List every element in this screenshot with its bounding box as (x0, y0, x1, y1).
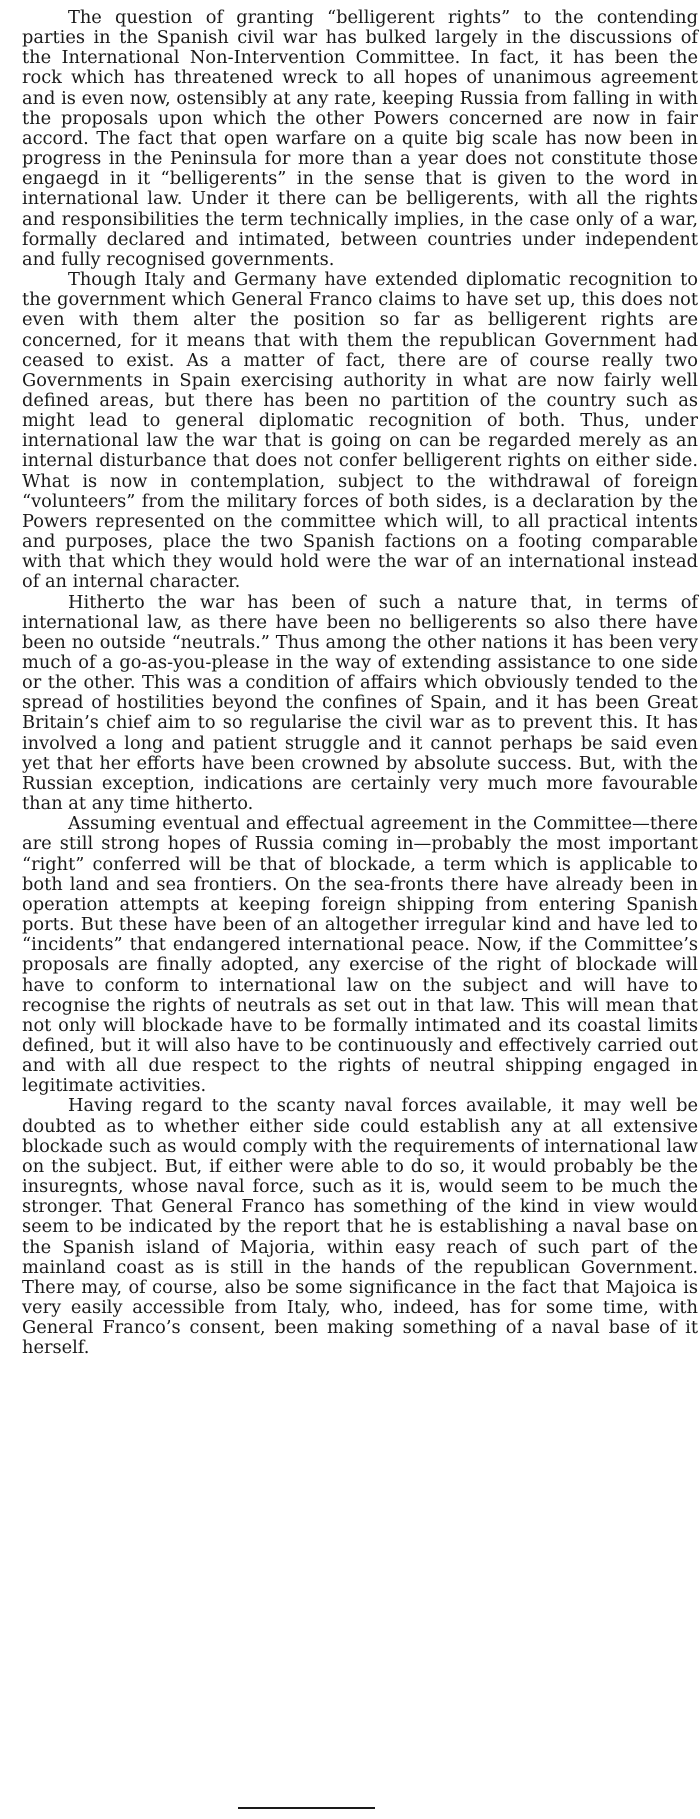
paragraph-neutrals: Hitherto the war has been of such a nature that, in terms of international law, as there have been no belligerents so also there have been no outside “neutrals.” Thus among the other nations it has been very much of a go-as-you-please in the way of extending assistance to one side or the other. This was a condition of affairs which obviously tended to the spread of hostilities beyond the confines of Spain, and it has been Great Britain’s chief aim to so regularise the civil war as to prevent this. It has involved a long and patient struggle and it cannot perhaps be said even yet that her efforts have been crowned by absolute success. But, with the Russian exception, indications are certainly very much more favourable than at any time hitherto. (22, 591, 698, 815)
paragraph-belligerent-rights: The question of granting “belligerent rights” to the contending parties in the Spanish civil war has bulked largely in the discussions of the International Non-Intervention Committee. In fact, it has been the rock which has threatened wreck to all hopes of unanimous agreement and is even now, ostensibly at any rate, keeping Russia from falling in with the proposals upon which the other Powers concerned are now in fair accord. The fact that open warfare on a quite big scale has now been in progress in the Peninsula for more than a year does not constitute those engaegd in it “belligerents” in the sense that is given to the word in international law. Under it there can be belligerents, with all the rights and responsibilities the term technically implies, in the case only of a war, formally declared and intimated, between countries under independent and fully recognised governments. (22, 7, 698, 270)
article-body (22, 8, 698, 1358)
end-of-article-rule (238, 1807, 375, 1809)
paragraph-blockade: Assuming eventual and effectual agreement in the Committee—there are still strong hopes of Russia coming in—probably the most important “right” conferred will be that of blockade, a term which is applicable to both land and sea frontiers. On the sea-fronts there have already been in operation attempts at keeping foreign shipping from entering Spanish ports. But these have been of an altogether irregular kind and have led to “incidents” that endangered international peace. Now, if the Committee’s proposals are finally adopted, any exercise of the right of blockade will have to conform to international law on the subject and will have to recognise the rights of neutrals as set out in that law. This will mean that not only will blockade have to be formally intimated and its coastal limits defined, but it will also have to be continuously and effectively carried out and with all due respect to the rights of neutral shipping engaged in legitimate activities. (22, 813, 698, 1097)
paragraph-naval-forces: Having regard to the scanty naval forces available, it may well be doubted as to whether either side could establish any at all extensive blockade such as would comply with the requirements of international law on the subject. But, if either were able to do so, it would probably be the insuregnts, whose naval force, such as it is, would seem to be much the stronger. That General Franco has something of the kind in view would seem to be indicated by the report that he is establishing a naval base on the Spanish island of Majoria, within easy reach of such part of the mainland coast as is still in the hands of the republican Government. There may, of course, also be some significance in the fact that Majoica is very easily accessible from Italy, who, indeed, has for some time, with General Franco’s consent, been making something of a naval base of it herself. (22, 1095, 698, 1359)
paragraph-diplomatic-recognition: Though Italy and Germany have extended diplomatic recognition to the government which General Franco claims to have set up, this does not even with them alter the position so far as belligerent rights are concerned, for it means that with them the republican Government had ceased to exist. As a matter of fact, there are of course really two Governments in Spain exercising authority in what are now fairly well defined areas, but there has been no partition of the country such as might lead to general diplomatic recognition of both. Thus, under international law the war that is going on can be regarded merely as an internal disturbance that does not confer belligerent rights on either side. What is now in contemplation, subject to the withdrawal of foreign “volunteers” from the military forces of both sides, is a declaration by the Powers represented on the committee which will, to all practical intents and purposes, place the two Spanish factions on a footing comparable with that which they would hold were the war of an international instead of an internal character. (22, 269, 698, 593)
